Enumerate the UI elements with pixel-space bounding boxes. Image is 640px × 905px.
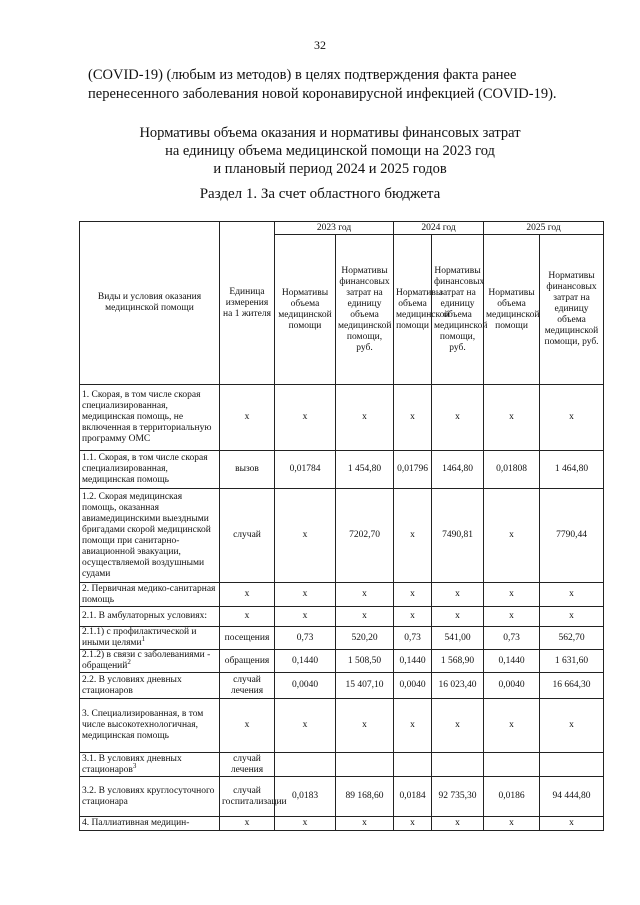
header-volume-2024: Нормативы объема медицинской помощи xyxy=(394,235,432,385)
cell-c2025: 16 664,30 xyxy=(540,673,604,699)
row-label-text: 3. Специализированная, в том числе высокотехнологичная, медицинская помощь xyxy=(82,709,204,741)
cell-c2023: х xyxy=(336,385,394,451)
cell-v2025: 0,01808 xyxy=(484,451,540,489)
intro-paragraph: (COVID-19) (любым из методов) в целях подтверждения факта ранее перенесенного заболевания новой коронавирусной инфекцией (COVID-19). xyxy=(88,67,557,102)
title-line: Нормативы объема оказания и нормативы финансовых затрат xyxy=(139,125,521,141)
header-year-2025: 2025 год xyxy=(484,222,604,235)
cell-v2023: х xyxy=(275,699,336,753)
cell-v2024: 0,0184 xyxy=(394,777,432,817)
row-label xyxy=(80,699,220,753)
row-label-text: 2.1. В амбулаторных условиях: xyxy=(82,611,207,621)
header-cost-2025: Нормативы финансовых затрат на единицу объема медицинской помощи, руб. xyxy=(540,235,604,385)
cell-v2023 xyxy=(275,753,336,777)
table-row xyxy=(80,817,604,831)
cell-c2025: х xyxy=(540,583,604,607)
cell-unit: случай лечения xyxy=(220,753,275,777)
cell-v2024: х xyxy=(394,489,432,583)
cell-c2023: 1 454,80 xyxy=(336,451,394,489)
cell-v2025: х xyxy=(484,817,540,831)
cell-c2024: х xyxy=(432,699,484,753)
cell-v2024: 0,01796 xyxy=(394,451,432,489)
cell-v2023: х xyxy=(275,607,336,627)
cell-c2024 xyxy=(432,753,484,777)
cell-c2023: 89 168,60 xyxy=(336,777,394,817)
cell-v2024: 0,0040 xyxy=(394,673,432,699)
page-number: 32 xyxy=(314,38,326,52)
cell-v2023: х xyxy=(275,385,336,451)
cell-c2025: 7790,44 xyxy=(540,489,604,583)
header-cost-2023: Нормативы финансовых затрат на единицу объема медицинской помощи, руб. xyxy=(336,235,394,385)
cell-unit: случай лечения xyxy=(220,673,275,699)
cell-unit: случай xyxy=(220,489,275,583)
row-label-text: 1.1. Скорая, в том числе скорая специализированная, медицинская помощь xyxy=(82,453,208,485)
header-year-2023: 2023 год xyxy=(275,222,394,235)
norms-table xyxy=(79,221,604,831)
footnote-mark: 1 xyxy=(141,634,146,643)
cell-unit: обращения xyxy=(220,650,275,673)
header-year-2024: 2024 год xyxy=(394,222,484,235)
cell-c2024: х xyxy=(432,817,484,831)
table-row xyxy=(80,699,604,753)
table-row xyxy=(80,650,604,673)
cell-c2023: х xyxy=(336,607,394,627)
cell-v2023: 0,0040 xyxy=(275,673,336,699)
header-type: Виды и условия оказания медицинской помощи xyxy=(80,222,220,385)
cell-c2024: 541,00 xyxy=(432,627,484,650)
row-label-text: 1.2. Скорая медицинская помощь, оказанная авиамедицинскими выездными бригадами скорой медицинской помощи при санитарно-авиационной эвакуации, осуществляемой воздушными судами xyxy=(82,491,211,579)
cell-v2024: х xyxy=(394,817,432,831)
cell-v2024 xyxy=(394,753,432,777)
table-row xyxy=(80,777,604,817)
table-row xyxy=(80,489,604,583)
cell-v2025: 0,73 xyxy=(484,627,540,650)
cell-v2025: 0,0040 xyxy=(484,673,540,699)
header-cost-2024: Нормативы финансовых затрат на единицу объема медицинской помощи, руб. xyxy=(432,235,484,385)
row-label-text: 2.1.1) с профилактической и иными целями xyxy=(82,627,197,648)
cell-v2025: х xyxy=(484,699,540,753)
row-label xyxy=(80,583,220,607)
cell-c2025: 562,70 xyxy=(540,627,604,650)
cell-c2025: х xyxy=(540,385,604,451)
row-label xyxy=(80,451,220,489)
cell-v2023: 0,0183 xyxy=(275,777,336,817)
header-volume-2025: Нормативы объема медицинской помощи xyxy=(484,235,540,385)
row-label xyxy=(80,607,220,627)
cell-v2025: 0,0186 xyxy=(484,777,540,817)
row-label xyxy=(80,673,220,699)
cell-v2024: 0,1440 xyxy=(394,650,432,673)
row-label-text: 3.2. В условиях круглосуточного стационара xyxy=(82,785,215,807)
cell-c2024: х xyxy=(432,607,484,627)
cell-v2023: 0,1440 xyxy=(275,650,336,673)
table-row xyxy=(80,627,604,650)
table-row xyxy=(80,673,604,699)
cell-unit: х xyxy=(220,699,275,753)
table-row xyxy=(80,607,604,627)
cell-c2023: х xyxy=(336,583,394,607)
cell-c2023: 7202,70 xyxy=(336,489,394,583)
cell-c2025: 94 444,80 xyxy=(540,777,604,817)
cell-v2023: 0,73 xyxy=(275,627,336,650)
title-line: и плановый период 2024 и 2025 годов xyxy=(213,161,447,177)
row-label xyxy=(80,385,220,451)
document-title xyxy=(60,124,600,178)
cell-c2023: 15 407,10 xyxy=(336,673,394,699)
row-label-text: 2.2. В условиях дневных стационаров xyxy=(82,674,182,696)
table-row xyxy=(80,385,604,451)
table-row xyxy=(80,451,604,489)
cell-v2025: х xyxy=(484,385,540,451)
title-line: на единицу объема медицинской помощи на 2023 год xyxy=(165,143,495,159)
cell-v2025 xyxy=(484,753,540,777)
section-title: Раздел 1. За счет областного бюджета xyxy=(199,186,441,202)
cell-v2023: х xyxy=(275,489,336,583)
cell-v2025: 0,1440 xyxy=(484,650,540,673)
row-label xyxy=(80,650,220,673)
cell-v2025: х xyxy=(484,489,540,583)
cell-c2024: 92 735,30 xyxy=(432,777,484,817)
row-label-text: 1. Скорая, в том числе скорая специализированная, медицинская помощь, не включенная в территориальную программу ОМС xyxy=(82,390,212,444)
row-label xyxy=(80,489,220,583)
footnote-mark: 2 xyxy=(127,657,131,666)
cell-v2024: х xyxy=(394,583,432,607)
cell-c2023: х xyxy=(336,817,394,831)
cell-v2023: 0,01784 xyxy=(275,451,336,489)
cell-v2023: х xyxy=(275,817,336,831)
cell-c2025: 1 631,60 xyxy=(540,650,604,673)
row-label-text: 4. Паллиативная медицин- xyxy=(82,818,190,828)
table-body xyxy=(80,385,604,831)
cell-unit: вызов xyxy=(220,451,275,489)
cell-c2024: 7490,81 xyxy=(432,489,484,583)
row-label-text: 2.1.2) в связи с заболеваниями - обращений xyxy=(82,650,211,671)
cell-c2024: х xyxy=(432,583,484,607)
row-label-text: 2. Первичная медико-санитарная помощь xyxy=(82,583,216,605)
row-label xyxy=(80,817,220,831)
table-row xyxy=(80,583,604,607)
cell-v2025: х xyxy=(484,583,540,607)
cell-v2024: х xyxy=(394,607,432,627)
cell-c2024: 1464,80 xyxy=(432,451,484,489)
table-row xyxy=(80,753,604,777)
cell-c2025: х xyxy=(540,607,604,627)
cell-unit: случай госпитализации xyxy=(220,777,275,817)
cell-unit: х xyxy=(220,583,275,607)
cell-c2023 xyxy=(336,753,394,777)
cell-unit: посещения xyxy=(220,627,275,650)
footnote-mark: 3 xyxy=(132,761,137,770)
cell-c2023: 520,20 xyxy=(336,627,394,650)
cell-c2025: х xyxy=(540,817,604,831)
cell-v2024: х xyxy=(394,385,432,451)
row-label-text: 3.1. В условиях дневных стационаров xyxy=(82,753,182,775)
cell-c2024: х xyxy=(432,385,484,451)
cell-c2025: 1 464,80 xyxy=(540,451,604,489)
cell-v2023: х xyxy=(275,583,336,607)
cell-v2024: х xyxy=(394,699,432,753)
row-label xyxy=(80,777,220,817)
cell-v2025: х xyxy=(484,607,540,627)
cell-unit: х xyxy=(220,385,275,451)
header-unit: Единица измерения на 1 жителя xyxy=(220,222,275,385)
cell-c2025: х xyxy=(540,699,604,753)
row-label xyxy=(80,753,220,777)
cell-c2024: 16 023,40 xyxy=(432,673,484,699)
cell-c2023: 1 508,50 xyxy=(336,650,394,673)
row-label xyxy=(80,627,220,650)
cell-unit: х xyxy=(220,817,275,831)
cell-v2024: 0,73 xyxy=(394,627,432,650)
cell-unit: х xyxy=(220,607,275,627)
header-volume-2023: Нормативы объема медицинской помощи xyxy=(275,235,336,385)
cell-c2023: х xyxy=(336,699,394,753)
cell-c2024: 1 568,90 xyxy=(432,650,484,673)
cell-c2025 xyxy=(540,753,604,777)
